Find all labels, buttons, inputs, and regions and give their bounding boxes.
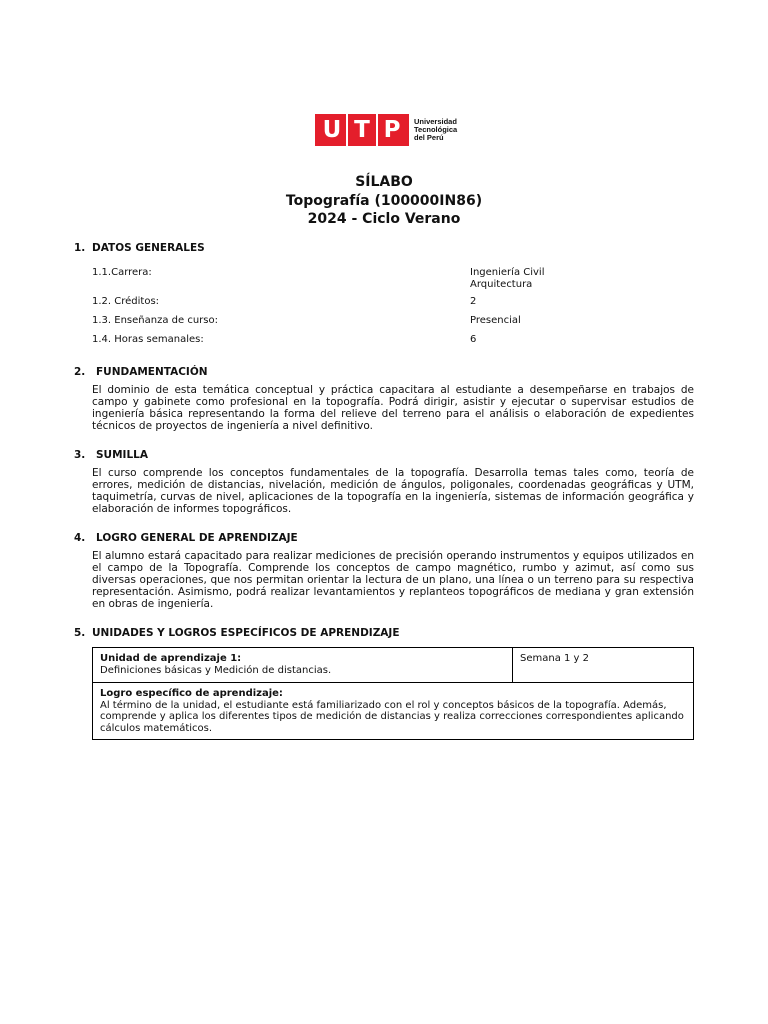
section-number: 4. [74, 532, 86, 544]
datos-value [470, 267, 545, 290]
section-heading-sumilla [74, 449, 148, 461]
datos-row-carrera [92, 267, 694, 291]
document-title-block [0, 173, 768, 229]
logro-text: El alumno estará capacitado para realizar mediciones de precisión operando instrumentos y equipos utilizados en el campo de la Topografía. Comprende los conceptos de campo magnético, rumbo y azimut, así como sus diversas operaciones, que nos permitan orientar la lectura de un plano, una línea o un terreno para su respectiva representación. Asimismo, podrá realizar levantamientos y replanteos topográficos de mediana y gran extensión en obras de ingeniería. [92, 550, 694, 610]
logro-cell [93, 683, 694, 740]
logo-letter-p: P [383, 117, 401, 143]
logro-specific-text: Al término de la unidad, el estudiante está familiarizado con el rol y conceptos básicos de la topografía. Además, comprende y aplica los diferentes tipos de medición de distancias y realiza correcciones correspondientes aplicando cálculos matemáticos. [100, 699, 684, 734]
section-title: UNIDADES Y LOGROS ESPECÍFICOS DE APRENDIZAJE [92, 627, 400, 639]
section-title: LOGRO GENERAL DE APRENDIZAJE [96, 532, 298, 544]
datos-value-line: Arquitectura [470, 278, 533, 290]
datos-label: 1.1.Carrera: [92, 267, 152, 278]
logo-text-line: Universidad [414, 117, 457, 126]
section-number: 5. [74, 627, 86, 639]
document-title: SÍLABO [355, 174, 413, 190]
section-number: 3. [74, 449, 86, 461]
unit-name: Definiciones básicas y Medición de distancias. [100, 664, 332, 676]
section-title: SUMILLA [96, 449, 148, 461]
datos-label: 1.2. Créditos: [92, 296, 160, 307]
datos-value: 2 [470, 296, 477, 307]
section-heading-unidades [74, 627, 400, 639]
utp-logo-mark [315, 114, 409, 146]
section-heading-fundamentacion [74, 366, 208, 378]
datos-label: 1.4. Horas semanales: [92, 334, 204, 345]
section-number: 2. [74, 366, 86, 378]
utp-logo [315, 114, 457, 146]
course-title: Topografía (100000IN86) [285, 192, 483, 209]
logro-heading: Logro específico de aprendizaje: [100, 688, 283, 699]
section-heading-datos [74, 242, 205, 254]
datos-value: 6 [470, 334, 477, 345]
table-row [93, 648, 694, 683]
fundamentacion-text: El dominio de esta temática conceptual y práctica capacitara al estudiante a desempeñarse en trabajos de campo y gabinete como profesional en la topografía. Podrá dirigir, asistir y ejecutar o supervisar estudios de ingeniería básica representando la forma del relieve del terreno para el análisis o elaboración de expedientes técnicos de proyectos de ingeniería a nivel definitivo. [92, 384, 694, 432]
datos-label: 1.3. Enseñanza de curso: [92, 315, 218, 326]
datos-value-line: Ingeniería Civil [470, 267, 545, 278]
units-table [92, 647, 694, 740]
section-title: DATOS GENERALES [92, 242, 205, 254]
section-title: FUNDAMENTACIÓN [96, 366, 208, 378]
logo-text-line: del Perú [414, 133, 444, 142]
logo-wordmark [414, 118, 457, 142]
section-number: 1. [74, 242, 86, 254]
table-row [93, 683, 694, 740]
unit-cell [93, 648, 513, 683]
logo-letter-t: T [354, 117, 370, 143]
logo-text-line: Tecnológica [414, 125, 458, 134]
unit-weeks: Semana 1 y 2 [520, 653, 590, 664]
unit-heading: Unidad de aprendizaje 1: [100, 653, 242, 664]
sumilla-text: El curso comprende los conceptos fundamentales de la topografía. Desarrolla temas tales como, teoría de errores, medición de distancias, nivelación, medición de ángulos, poligonales, coordenadas geográficas y UTM, taquimetría, curvas de nivel, aplicaciones de la topografía en la ingeniería, sistemas de información geográfica y elaboración de informes topográficos. [92, 467, 694, 515]
section-heading-logro [74, 532, 298, 544]
weeks-cell [513, 648, 694, 683]
course-period: 2024 - Ciclo Verano [307, 211, 461, 227]
logo-letter-u: U [322, 117, 342, 143]
datos-value: Presencial [470, 315, 521, 326]
